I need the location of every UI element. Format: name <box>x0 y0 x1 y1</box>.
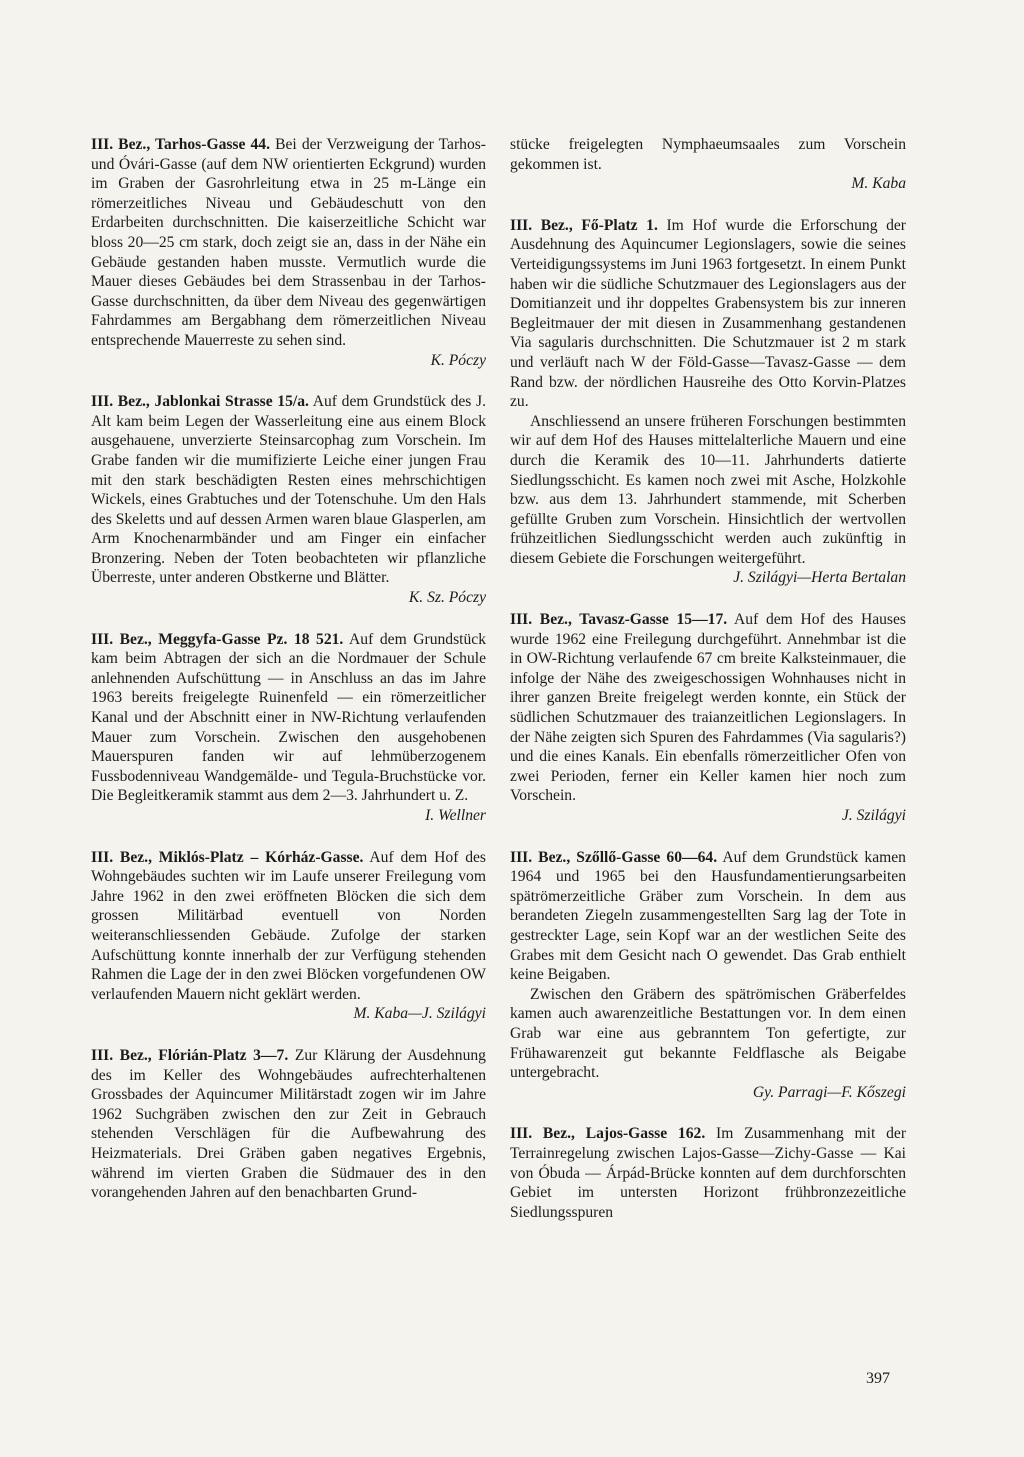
entry-author: Gy. Parragi—F. Kőszegi <box>752 1083 906 1101</box>
entry-text <box>510 610 906 806</box>
entry-body: Zur Klärung der Ausdehnung des im Keller des Wohngebäudes aufrechterhaltenen Grossbades der Aquincumer Militärstadt zogen wir im Jahre 1962 Suchgräben zwischen den zur Zeit in Gebrauch stehenden Verschlägen für die Aufbewahrung des Heizmaterials. Drei Gräben gaben negatives Ergebnis, während im vierten Graben die Südmauer des in den vorangehenden Jahren auf den benachbarten Grund- <box>91 1046 486 1202</box>
entry-szollo-gasse <box>510 848 906 1103</box>
entry-heading: III. Bez., Flórián-Platz 3—7. <box>91 1046 289 1064</box>
entry-paragraph: Anschliessend an unsere früheren Forschungen bestimmten wir auf dem Hof des Hauses mittelalterliche Mauern und eine durch die Keramik des 10—11. Jahrhunderts datierte Siedlungsschicht. Es kamen noch zwei mit Asche, Holzkohle bzw. aus dem 13. Jahrhundert stammende, mit Scherben gefüllte Gruben zum Vorschein. Hinsichtlich der wertvollen frühzeitlichen Siedlungsschicht werden auch zukünftig in diesem Gebiete die Forschungen weitergeführt. <box>510 412 906 567</box>
page-number: 397 <box>866 1370 890 1387</box>
entry-author: K. Póczy <box>430 351 486 369</box>
entry-florian-platz <box>91 1046 486 1203</box>
entry-text <box>510 216 906 412</box>
entry-heading: III. Bez., Miklós-Platz – Kórház-Gasse. <box>91 848 364 866</box>
entry-continuation <box>510 135 906 194</box>
entry-paragraph: Zwischen den Gräbern des spätrömischen Gräberfeldes kamen auch awarenzeitliche Bestattungen vor. In dem einen Grab war eine aus gebranntem Ton gefertigte, zur Frühawarenzeit gut bekannte Feldflasche als Beigabe untergebracht. <box>510 985 906 1082</box>
entry-heading: III. Bez., Tavasz-Gasse 15—17. <box>510 611 728 629</box>
entry-body: Auf dem Hof des Wohngebäudes suchten wir im Laufe unserer Freilegung vom Jahre 1962 in den zwei eröffneten Blöcken die sich dem grossen Militärbad eventuell von Norden weiteranschliessenden Gebäude. Zufolge der starken Aufschüttung konnte innerhalb der zur Verfügung stehenden Rahmen die Lage der in den zwei Blöcken vorgefundenen OW verlaufenden Mauern nicht geklärt werden. <box>91 848 486 1003</box>
entry-text <box>510 1124 906 1222</box>
entry-author: I. Wellner <box>425 807 486 824</box>
entry-body: Auf dem Grundstück kamen 1964 und 1965 bei den Hausfundamentierungsarbeiten spätrömerzeitliche Gräber zum Vorschein. In dem aus berandeten Ziegeln zusammengestellten Sarg lag der Tote in gestreckter Lage, sein Kopf war an der westlichen Seite des Grabes mit dem Gesicht nach O gewendet. Das Grab enthielt keine Beigaben. <box>510 848 906 984</box>
entry-body: Bei der Verzweigung der Tarhos- und Óvári-Gasse (auf dem NW orientierten Eckgrund) wurden im Graben der Gasrohrleitung etwa in 25 m-Länge ein römerzeitliches Niveau und Gebäudeschutt von den Erdarbeiten durchschnitten. Die kaiserzeitliche Schicht war bloss 20—25 cm stark, doch zeigt sie an, dass in der Nähe ein Gebäude gestanden haben musste. Vermutlich wurde die Mauer dieses Gebäudes bei dem Strassenbau in der Tarhos-Gasse durchschnitten, da über dem Niveau des gegenwärtigen Fahrdammes am Bergabhang dem römerzeitlichen Niveau entsprechende Mauerreste zu sehen sind. <box>91 136 487 349</box>
entry-heading: III. Bez., Meggyfa-Gasse Pz. 18 521. <box>91 630 344 648</box>
entry-jablonkai-strasse <box>91 392 486 608</box>
left-column <box>91 135 486 1225</box>
entry-heading: III. Bez., Fő-Platz 1. <box>510 216 658 234</box>
entry-heading: III. Bez., Tarhos-Gasse 44. <box>91 136 270 153</box>
right-column <box>510 135 906 1244</box>
entry-body: Im Hof wurde die Erforschung der Ausdehnung des Aquincumer Legionslagers, sowie die seines Verteidigungssystems im Juni 1963 fortgesetzt. In einem Punkt haben wir die südliche Schutzmauer des Legionslagers aus der Domitianzeit und ihr doppeltes Grabensystem bis zur inneren Begleitmauer der mit diesen in Zusammenhang gestandenen Via sagularis durchschnitten. Die Schutzmauer ist 2 m stark und verläuft nach W der Föld-Gasse—Tavasz-Gasse — dem Rand bzw. der nördlichen Hausreihe des Otto Korvin-Platzes zu. <box>510 216 906 411</box>
entry-author: J. Szilágyi <box>841 807 906 824</box>
entry-heading: III. Bez., Jablonkai Strasse 15/a. <box>91 393 309 411</box>
entry-body: Auf dem Grundstück des J. Alt kam beim Legen der Wasserleitung eine aus einem Block ausgehauene, unverzierte Steinsarcophag zum Vorschein. Im Grabe fanden wir die mumifizierte Leiche einer jungen Frau mit den stark beschädigten Resten eines mehrschichtigen Wickels, eines Grabtuches und der Totenschuhe. Um den Hals des Skeletts und auf dessen Armen waren blaue Glasperlen, am Arm Knochenarmbänder und am Finger ein einfacher Bronzering. Neben der Toten beobachteten wir pflanzliche Überreste, unter anderen Obstkerne und Blätter. <box>91 393 486 587</box>
entry-body: Auf dem Hof des Hauses wurde 1962 eine Freilegung durchgeführt. Annehmbar ist die in OW-Richtung verlaufende 67 cm breite Kalksteinmauer, die infolge der Nähe des zweigeschossigen Wohnhauses nicht in ihrer ganzen Breite freigelegt werden konnte, ein Stück der südlichen Schutzmauer des traianzeitlichen Legionslagers. In der Nähe zeigten sich Spuren des Fahrdammes (Via sagularis?) und die eines Kanals. Ein ebenfalls römerzeitlicher Ofen von zwei Perioden, ferner ein Keller kamen hier noch zum Vorschein. <box>510 611 906 805</box>
entry-text <box>91 135 486 351</box>
entry-text <box>91 1046 486 1203</box>
entry-heading: III. Bez., Szőllő-Gasse 60—64. <box>510 848 718 866</box>
entry-meggyfa-gasse <box>91 630 486 826</box>
entry-author: M. Kaba—J. Szilágyi <box>353 1005 486 1023</box>
entry-author: M. Kaba <box>851 175 906 193</box>
entry-tavasz-gasse <box>510 610 906 826</box>
entry-text <box>510 848 906 985</box>
entry-text <box>91 392 486 588</box>
entry-tarhos-gasse <box>91 135 486 370</box>
entry-body: Auf dem Grundstück kam beim Abtragen der sich an die Nordmauer der Schule anlehnenden Aufschüttung — in Anschluss an das im Jahre 1963 bereits freigelegte Ruinenfeld — ein römerzeitlicher Kanal und der Abschnitt einer in NW-Richtung verlaufenden Mauer zum Vorschein. Zwischen den ausgehobenen Mauerspuren fanden wir auf lehmüberzogenem Fussbodenniveau Wandgemälde- und Tegula-Bruchstücke vor. Die Begleitkeramik stammt aus dem 2—3. Jahrhundert u. Z. <box>91 630 487 805</box>
entry-body: Im Zusammenhang mit der Terrainregelung zwischen Lajos-Gasse—Zichy-Gasse — Kai von Óbuda — Árpád-Brücke konnten auf dem durchforschten Gebiet im untersten Horizont frühbronzezeitliche Siedlungsspuren <box>510 1125 907 1221</box>
entry-text <box>91 630 486 806</box>
entry-heading: III. Bez., Lajos-Gasse 162. <box>510 1125 706 1143</box>
entry-author: J. Szilágyi—Herta Bertalan <box>733 569 906 587</box>
continuation-text: stücke freigelegten Nymphaeumsaales zum Vorschein gekommen ist. <box>510 136 906 173</box>
entry-miklos-platz <box>91 848 486 1024</box>
entry-text <box>91 848 486 1005</box>
entry-author: K. Sz. Póczy <box>408 589 486 607</box>
entry-fo-platz <box>510 216 906 588</box>
entry-lajos-gasse <box>510 1124 906 1222</box>
